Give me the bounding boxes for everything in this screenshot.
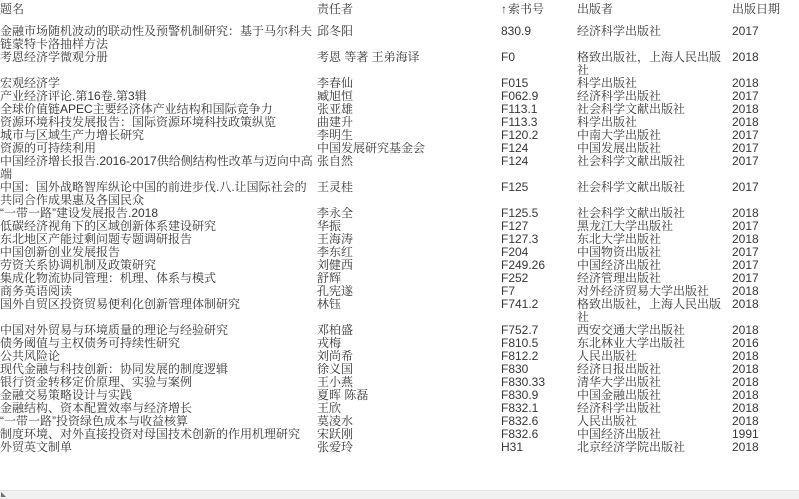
author-cell: 张爱玲 (317, 441, 354, 454)
author-cell: 邓柏盛 (317, 324, 354, 337)
author-cell: 李东红 (317, 246, 354, 259)
date-cell: 2018 (732, 116, 759, 129)
author-cell: 张自然 (317, 155, 354, 168)
call-number-cell: F0 (501, 51, 516, 64)
publisher-cell: 清华大学出版社 (577, 376, 662, 389)
title-cell: 中国经济增长报告.2016-2017供给侧结构性改革与迈向中高端 (0, 155, 313, 181)
table-row (0, 246, 799, 259)
publisher-cell: 社会科学文献出版社 (577, 155, 686, 168)
title-cell: 银行资金转移定价原理、实验与案例 (0, 376, 193, 389)
call-number-cell: F830 (501, 363, 529, 376)
sort-ascending-icon: ↑ (501, 3, 507, 16)
table-row (0, 441, 799, 454)
date-cell: 2017 (732, 155, 759, 168)
table-row (0, 90, 799, 103)
date-cell: 2018 (732, 441, 759, 454)
column-header-author-label: 责任者 (317, 3, 354, 16)
title-cell: 全球价值链APEC主要经济体产业结构和国际竞争力 (0, 103, 273, 116)
publisher-cell: 对外经济贸易大学出版社 (577, 285, 710, 298)
table-row (0, 428, 799, 441)
publisher-cell: 人民出版社 (577, 415, 638, 428)
date-cell: 2018 (732, 376, 759, 389)
call-number-cell: F127.3 (501, 233, 539, 246)
date-cell: 2018 (732, 77, 759, 90)
publisher-cell: 中国发展出版社 (577, 142, 662, 155)
table-row (0, 285, 799, 298)
call-number-cell: F832.1 (501, 402, 539, 415)
publisher-cell: 中国金融出版社 (577, 389, 662, 402)
table-header-row (0, 3, 799, 25)
publisher-cell: 中南大学出版社 (577, 129, 662, 142)
publisher-cell: 经济科学出版社 (577, 25, 662, 38)
date-cell: 2018 (732, 389, 759, 402)
table-row (0, 142, 799, 155)
column-header-author[interactable] (317, 3, 501, 25)
column-header-publisher[interactable] (577, 3, 732, 25)
scrollbar-grip-icon[interactable] (1, 492, 6, 497)
table-row (0, 129, 799, 142)
publisher-cell: 东北林业大学出版社 (577, 337, 686, 350)
call-number-cell: F125.5 (501, 207, 539, 220)
title-cell: 产业经济评论.第16卷.第3辑 (0, 90, 147, 103)
call-number-cell: F113.1 (501, 103, 538, 116)
author-cell: 臧旭恒 (317, 90, 354, 103)
call-number-cell: F249.26 (501, 259, 546, 272)
author-cell: 张亚雄 (317, 103, 354, 116)
call-number-cell: F832.6 (501, 415, 539, 428)
table-body (0, 25, 799, 454)
call-number-cell: F204 (501, 246, 529, 259)
call-number-cell: F127 (501, 220, 529, 233)
title-cell: 低碳经济视角下的区域创新体系建设研究 (0, 220, 217, 233)
call-number-cell: F252 (501, 272, 529, 285)
author-cell: 宋跃刚 (317, 428, 354, 441)
title-cell: 劳资关系协调机制及政策研究 (0, 259, 157, 272)
date-cell: 2018 (732, 363, 759, 376)
date-cell: 2017 (732, 25, 759, 38)
title-cell: 集成化物流协同管理：机理、体系与模式 (0, 272, 217, 285)
date-cell: 2018 (732, 207, 759, 220)
publisher-cell: 中国物资出版社 (577, 246, 662, 259)
call-number-cell: F062.9 (501, 90, 539, 103)
date-cell: 2018 (732, 298, 759, 311)
title-cell: 城市与区域生产力增长研究 (0, 129, 145, 142)
author-cell: 王欣 (317, 402, 342, 415)
table-row (0, 77, 799, 90)
author-cell: 中国发展研究基金会 (317, 142, 426, 155)
publisher-cell: 社会科学文献出版社 (577, 103, 686, 116)
date-cell: 2016 (732, 337, 759, 350)
date-cell: 2017 (732, 246, 759, 259)
table-row (0, 181, 799, 207)
column-header-call-number-label: 索书号 (508, 3, 545, 16)
date-cell: 2017 (732, 272, 759, 285)
date-cell: 2018 (732, 324, 759, 337)
column-header-call-number[interactable] (501, 3, 577, 25)
call-number-cell: F741.2 (501, 298, 539, 311)
publisher-cell: 黑龙江大学出版社 (577, 220, 674, 233)
publisher-cell: 经济管理出版社 (577, 272, 662, 285)
publisher-cell: 经济日报出版社 (577, 363, 662, 376)
date-cell: 2018 (732, 103, 759, 116)
author-cell: 王海涛 (317, 233, 354, 246)
author-cell: 舒辉 (317, 272, 342, 285)
author-cell: 华振 (317, 220, 342, 233)
call-number-cell: F752.7 (501, 324, 539, 337)
call-number-cell: F830.33 (501, 376, 546, 389)
publisher-cell: 科学出版社 (577, 77, 638, 90)
column-header-title-label: 题名 (0, 3, 25, 16)
call-number-cell: F812.2 (501, 350, 539, 363)
date-cell: 2017 (732, 181, 759, 194)
title-cell: 公共风险论 (0, 350, 61, 363)
date-cell: 2017 (732, 90, 759, 103)
table-row (0, 51, 799, 77)
table-row (0, 155, 799, 181)
author-cell: 邱冬阳 (317, 25, 354, 38)
catalog-table (0, 3, 799, 454)
call-number-cell: F113.3 (501, 116, 538, 129)
table-header (0, 3, 799, 25)
table-row (0, 233, 799, 246)
title-cell: 国外自贸区投资贸易便利化创新管理体制研究 (0, 298, 241, 311)
author-cell: 戎梅 (317, 337, 342, 350)
title-cell: 债务阈值与主权债务可持续性研究 (0, 337, 181, 350)
table-row (0, 415, 799, 428)
author-cell: 夏晖 陈磊 (317, 389, 369, 402)
date-cell: 2017 (732, 220, 759, 233)
call-number-cell: F830.9 (501, 389, 539, 402)
column-header-date-label: 出版日期 (732, 3, 781, 16)
table-row (0, 363, 799, 376)
table-row (0, 272, 799, 285)
author-cell: 李明生 (317, 129, 354, 142)
author-cell: 林钰 (317, 298, 342, 311)
title-cell: 制度环境、对外直接投资对母国技术创新的作用机理研究 (0, 428, 301, 441)
date-cell: 2017 (732, 129, 759, 142)
date-cell: 2018 (732, 402, 759, 415)
title-cell: 中国对外贸易与环境质量的理论与经验研究 (0, 324, 229, 337)
table-row (0, 103, 799, 116)
table-row (0, 350, 799, 363)
call-number-cell: F120.2 (501, 129, 539, 142)
title-cell: “一带一路”投资绿色成本与收益核算 (0, 415, 188, 428)
date-cell: 2018 (732, 415, 759, 428)
call-number-cell: H31 (501, 441, 524, 454)
date-cell: 2018 (732, 350, 759, 363)
table-row (0, 298, 799, 324)
date-cell: 2017 (732, 259, 759, 272)
title-cell: 资源环境科技发展报告：国际资源环境科技政策纵览 (0, 116, 277, 129)
title-cell: 金融交易策略设计与实践 (0, 389, 133, 402)
call-number-cell: F125 (501, 181, 529, 194)
publisher-cell: 东北大学出版社 (577, 233, 662, 246)
author-cell: 刘尚希 (317, 350, 354, 363)
date-cell: 2018 (732, 285, 759, 298)
publisher-cell: 格致出版社，上海人民出版社 (577, 298, 722, 324)
publisher-cell: 中国经济出版社 (577, 428, 662, 441)
date-cell: 1991 (732, 428, 759, 441)
table-row (0, 402, 799, 415)
title-cell: 东北地区产能过剩问题专题调研报告 (0, 233, 193, 246)
title-cell: “一带一路”建设发展报告.2018 (0, 207, 159, 220)
title-cell: 中国：国外战略智库纵论中国的前进步伐.八.让国际社会的共同合作成果惠及各国民众 (0, 181, 307, 207)
date-cell: 2018 (732, 233, 759, 246)
call-number-cell: F7 (501, 285, 516, 298)
call-number-cell: F832.6 (501, 428, 539, 441)
table-row (0, 389, 799, 402)
column-header-title[interactable] (0, 3, 317, 25)
publisher-cell: 西安交通大学出版社 (577, 324, 686, 337)
title-cell: 宏观经济学 (0, 77, 61, 90)
horizontal-scrollbar[interactable] (0, 490, 799, 499)
author-cell: 王灵桂 (317, 181, 354, 194)
author-cell: 考恩 等著 王弟海译 (317, 51, 420, 64)
publisher-cell: 经济科学出版社 (577, 402, 662, 415)
call-number-cell: F810.5 (501, 337, 539, 350)
author-cell: 李春仙 (317, 77, 354, 90)
title-cell: 外贸英文制单 (0, 441, 73, 454)
title-cell: 金融市场随机波动的联动性及预警机制研究：基于马尔科夫链蒙特卡洛抽样方法 (0, 25, 313, 51)
author-cell: 李永全 (317, 207, 354, 220)
date-cell: 2017 (732, 142, 759, 155)
table-row (0, 376, 799, 389)
title-cell: 考恩经济学微观分册 (0, 51, 109, 64)
date-cell: 2018 (732, 51, 759, 64)
author-cell: 刘健西 (317, 259, 354, 272)
title-cell: 商务英语阅读 (0, 285, 73, 298)
publisher-cell: 社会科学文献出版社 (577, 207, 686, 220)
table-row (0, 337, 799, 350)
author-cell: 徐义国 (317, 363, 354, 376)
publisher-cell: 中国经济出版社 (577, 259, 662, 272)
column-header-date[interactable] (732, 3, 799, 25)
call-number-cell: 830.9 (501, 25, 532, 38)
title-cell: 金融结构、资本配置效率与经济增长 (0, 402, 193, 415)
table-row (0, 220, 799, 233)
publisher-cell: 经济科学出版社 (577, 90, 662, 103)
table-row (0, 116, 799, 129)
call-number-cell: F015 (501, 77, 529, 90)
author-cell: 莫凌水 (317, 415, 354, 428)
publisher-cell: 科学出版社 (577, 116, 638, 129)
author-cell: 曲建升 (317, 116, 354, 129)
publisher-cell: 人民出版社 (577, 350, 638, 363)
publisher-cell: 社会科学文献出版社 (577, 181, 686, 194)
table-row (0, 324, 799, 337)
author-cell: 孔宪遂 (317, 285, 354, 298)
call-number-cell: F124 (501, 142, 529, 155)
table-row (0, 207, 799, 220)
column-header-publisher-label: 出版者 (577, 3, 614, 16)
publisher-cell: 格致出版社，上海人民出版社 (577, 51, 722, 77)
table-row (0, 259, 799, 272)
author-cell: 王小燕 (317, 376, 354, 389)
title-cell: 现代金融与科技创新：协同发展的制度逻辑 (0, 363, 229, 376)
publisher-cell: 北京经济学院出版社 (577, 441, 686, 454)
title-cell: 资源的可持续利用 (0, 142, 97, 155)
call-number-cell: F124 (501, 155, 529, 168)
table-row (0, 25, 799, 51)
title-cell: 中国创新创业发展报告 (0, 246, 121, 259)
